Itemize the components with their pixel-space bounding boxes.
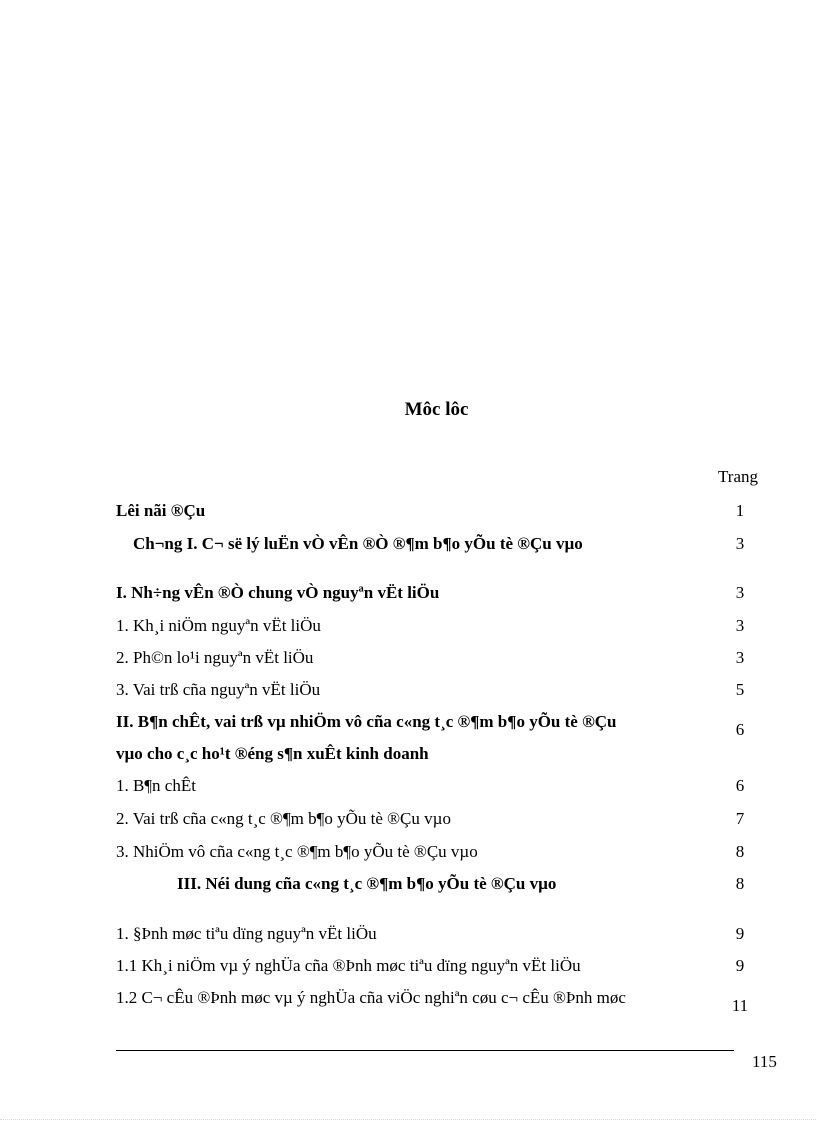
toc-entry-text: 1.1 Kh¸i niÖm vµ ý nghÜa cña ®Þnh møc tiªu dïng nguyªn vËt liÖu [116, 956, 581, 975]
toc-entry-text: 2. Ph©n lo¹i nguyªn vËt liÖu [116, 648, 314, 667]
toc-entry-page: 3 [735, 648, 745, 667]
toc-entry-text: Lêi nãi ®Çu [116, 501, 206, 520]
toc-entry-page: 3 [735, 534, 745, 553]
toc-entry-text: III. Néi dung cña c«ng t¸c ®¶m b¶o yÕu tè ®Çu vµo [177, 874, 557, 893]
toc-entry-text: 1. §Þnh møc tiªu dïng nguyªn vËt liÖu [116, 924, 377, 943]
toc-entry-text-continued: vµo cho c¸c ho¹t ®éng s¶n xuÊt kinh doanh [116, 744, 429, 763]
footer-rule [116, 1050, 734, 1051]
toc-entry-text: 3. Vai trß cña nguyªn vËt liÖu [116, 680, 321, 699]
toc-entry-page: 3 [735, 616, 745, 635]
toc-entry-page: 9 [735, 956, 745, 975]
page-number: 115 [752, 1052, 777, 1071]
toc-entry-page: 6 [735, 720, 745, 739]
toc-entry-page: 11 [731, 996, 749, 1015]
bottom-dotted-border [0, 1119, 816, 1120]
toc-entry-text: 1. B¶n chÊt [116, 776, 196, 795]
toc-entry-page: 3 [735, 583, 745, 602]
toc-entry-page: 7 [735, 809, 745, 828]
page-title: Môc lôc [404, 399, 469, 420]
toc-entry-page: 5 [735, 680, 745, 699]
toc-entry-page: 8 [735, 874, 745, 893]
toc-entry-text: 2. Vai trß cña c«ng t¸c ®¶m b¶o yÕu tè ®Çu vµo [116, 809, 451, 828]
toc-entry-page: 1 [735, 501, 745, 520]
toc-entry-page: 6 [735, 776, 745, 795]
toc-entry-text: 1. Kh¸i niÖm nguyªn vËt liÖu [116, 616, 321, 635]
toc-entry-text: Ch¬ng I. C¬ së lý luËn vÒ vÊn ®Ò ®¶m b¶o yÕu tè ®Çu vµo [133, 534, 583, 553]
trang-header: Trang [718, 467, 758, 486]
toc-entry-page: 8 [735, 842, 745, 861]
toc-entry-text: I. Nh÷ng vÊn ®Ò chung vÒ nguyªn vËt liÖu [116, 583, 440, 602]
toc-entry-text: 1.2 C¬ cÊu ®Þnh møc vµ ý nghÜa cña viÖc nghiªn cøu c¬ cÊu ®Þnh møc [116, 988, 626, 1007]
toc-row-section-2 [116, 712, 760, 766]
toc-entry-page: 9 [735, 924, 745, 943]
toc-entry-text: 3. NhiÖm vô cña c«ng t¸c ®¶m b¶o yÕu tè ®Çu vµo [116, 842, 478, 861]
toc-entry-text: II. B¶n chÊt, vai trß vµ nhiÖm vô cña c«ng t¸c ®¶m b¶o yÕu tè ®Çu [116, 712, 617, 731]
